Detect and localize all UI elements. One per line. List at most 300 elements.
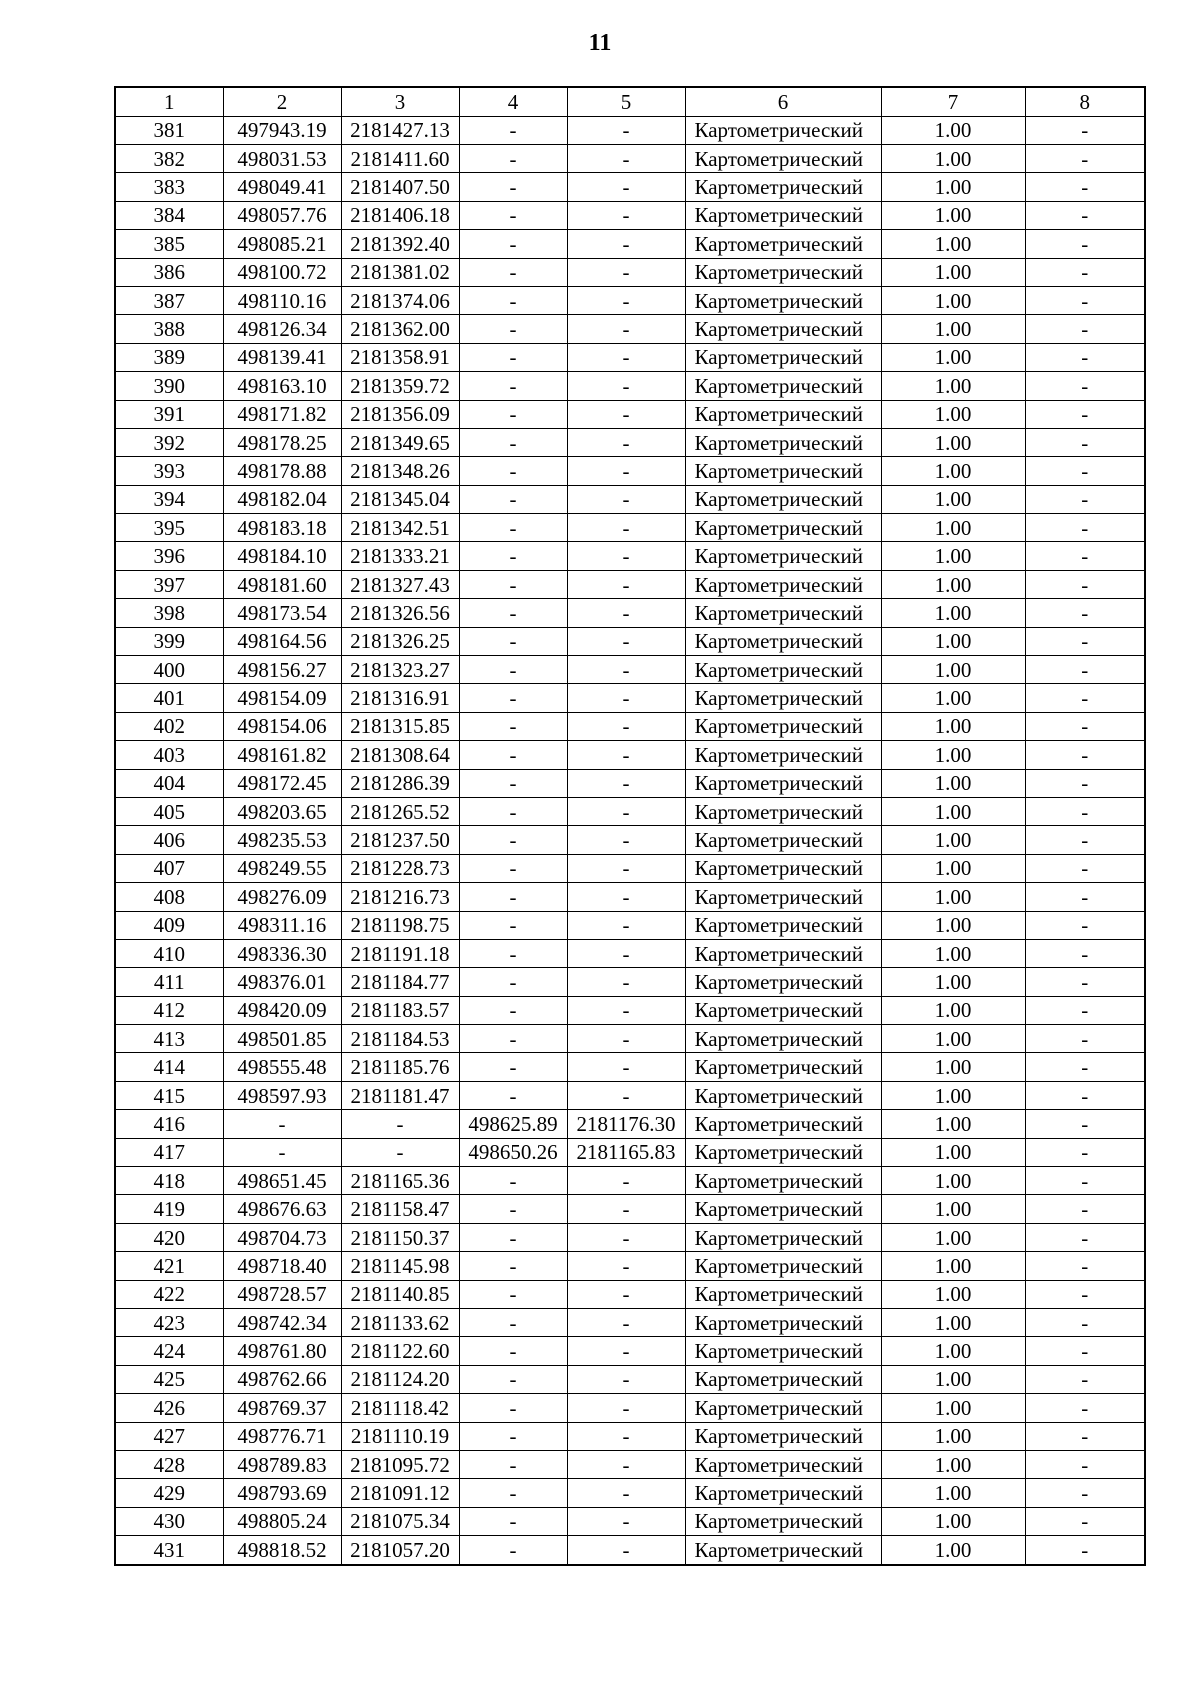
table-cell-col-4: - <box>459 542 567 570</box>
table-cell-col-1: 406 <box>115 826 223 854</box>
table-cell-col-6: Картометрический <box>685 1394 881 1422</box>
table-cell-col-4: - <box>459 1167 567 1195</box>
table-cell-col-1: 410 <box>115 939 223 967</box>
table-row <box>115 428 1145 456</box>
table-cell-col-7: 1.00 <box>881 1081 1025 1109</box>
table-row <box>115 1536 1145 1565</box>
table-cell-col-2: 498181.60 <box>223 570 341 598</box>
table-cell-col-8: - <box>1025 428 1145 456</box>
table-cell-col-8: - <box>1025 1252 1145 1280</box>
table-row <box>115 400 1145 428</box>
table-row <box>115 1167 1145 1195</box>
table-cell-col-1: 430 <box>115 1507 223 1535</box>
table-cell-col-6: Картометрический <box>685 1252 881 1280</box>
table-row <box>115 712 1145 740</box>
table-cell-col-7: 1.00 <box>881 230 1025 258</box>
table-cell-col-3: 2181133.62 <box>341 1309 459 1337</box>
table-cell-col-3: 2181356.09 <box>341 400 459 428</box>
table-cell-col-1: 398 <box>115 599 223 627</box>
table-row <box>115 485 1145 513</box>
table-cell-col-1: 409 <box>115 911 223 939</box>
table-cell-col-6: Картометрический <box>685 201 881 229</box>
table-cell-col-1: 394 <box>115 485 223 513</box>
coordinates-table <box>114 86 1146 1566</box>
column-header-1: 1 <box>115 87 223 116</box>
table-cell-col-1: 381 <box>115 116 223 144</box>
table-row <box>115 1337 1145 1365</box>
table-cell-col-8: - <box>1025 1053 1145 1081</box>
table-cell-col-8: - <box>1025 996 1145 1024</box>
table-cell-col-8: - <box>1025 1536 1145 1565</box>
table-cell-col-3: 2181286.39 <box>341 769 459 797</box>
table-cell-col-8: - <box>1025 883 1145 911</box>
table-row <box>115 1479 1145 1507</box>
table-cell-col-1: 415 <box>115 1081 223 1109</box>
table-cell-col-3: 2181345.04 <box>341 485 459 513</box>
table-cell-col-3: 2181316.91 <box>341 684 459 712</box>
table-cell-col-1: 414 <box>115 1053 223 1081</box>
table-cell-col-3: 2181327.43 <box>341 570 459 598</box>
table-cell-col-5: - <box>567 1309 685 1337</box>
table-cell-col-3: 2181342.51 <box>341 514 459 542</box>
table-cell-col-3: 2181348.26 <box>341 457 459 485</box>
table-cell-col-5: - <box>567 173 685 201</box>
table-cell-col-4: - <box>459 627 567 655</box>
table-cell-col-2: 498597.93 <box>223 1081 341 1109</box>
table-cell-col-6: Картометрический <box>685 457 881 485</box>
table-cell-col-6: Картометрический <box>685 1223 881 1251</box>
table-cell-col-8: - <box>1025 797 1145 825</box>
table-cell-col-5: - <box>567 372 685 400</box>
table-cell-col-5: - <box>567 343 685 371</box>
table-cell-col-8: - <box>1025 372 1145 400</box>
table-cell-col-6: Картометрический <box>685 570 881 598</box>
table-cell-col-7: 1.00 <box>881 286 1025 314</box>
table-cell-col-1: 412 <box>115 996 223 1024</box>
column-header-3: 3 <box>341 87 459 116</box>
table-cell-col-1: 392 <box>115 428 223 456</box>
table-cell-col-3: 2181392.40 <box>341 230 459 258</box>
table-cell-col-7: 1.00 <box>881 201 1025 229</box>
table-cell-col-7: 1.00 <box>881 428 1025 456</box>
table-cell-col-8: - <box>1025 570 1145 598</box>
table-cell-col-6: Картометрический <box>685 1138 881 1166</box>
table-cell-col-4: - <box>459 1025 567 1053</box>
table-cell-col-3: 2181358.91 <box>341 343 459 371</box>
table-cell-col-1: 402 <box>115 712 223 740</box>
table-cell-col-6: Картометрический <box>685 1280 881 1308</box>
table-cell-col-3: 2181362.00 <box>341 315 459 343</box>
table-cell-col-5: - <box>567 826 685 854</box>
table-cell-col-7: 1.00 <box>881 599 1025 627</box>
table-cell-col-5: - <box>567 883 685 911</box>
table-cell-col-3: 2181140.85 <box>341 1280 459 1308</box>
table-row <box>115 1507 1145 1535</box>
table-cell-col-3: 2181359.72 <box>341 372 459 400</box>
table-cell-col-8: - <box>1025 656 1145 684</box>
table-cell-col-1: 405 <box>115 797 223 825</box>
table-cell-col-3: - <box>341 1138 459 1166</box>
table-cell-col-5: - <box>567 939 685 967</box>
table-cell-col-7: 1.00 <box>881 116 1025 144</box>
table-cell-col-2: 498203.65 <box>223 797 341 825</box>
table-cell-col-4: - <box>459 1280 567 1308</box>
table-row <box>115 286 1145 314</box>
table-cell-col-8: - <box>1025 144 1145 172</box>
table-cell-col-7: 1.00 <box>881 854 1025 882</box>
table-cell-col-6: Картометрический <box>685 712 881 740</box>
column-header-6: 6 <box>685 87 881 116</box>
table-cell-col-2: 498154.09 <box>223 684 341 712</box>
table-cell-col-5: - <box>567 1394 685 1422</box>
table-row <box>115 1280 1145 1308</box>
table-cell-col-3: 2181406.18 <box>341 201 459 229</box>
table-cell-col-6: Картометрический <box>685 315 881 343</box>
table-cell-col-5: - <box>567 996 685 1024</box>
table-cell-col-5: - <box>567 542 685 570</box>
table-cell-col-4: - <box>459 428 567 456</box>
table-cell-col-7: 1.00 <box>881 1365 1025 1393</box>
table-cell-col-6: Картометрический <box>685 1422 881 1450</box>
table-cell-col-5: - <box>567 1536 685 1565</box>
table-cell-col-3: 2181198.75 <box>341 911 459 939</box>
table-cell-col-7: 1.00 <box>881 1223 1025 1251</box>
table-cell-col-3: 2181184.77 <box>341 968 459 996</box>
table-row <box>115 1252 1145 1280</box>
table-cell-col-7: 1.00 <box>881 400 1025 428</box>
table-cell-col-1: 427 <box>115 1422 223 1450</box>
table-cell-col-7: 1.00 <box>881 684 1025 712</box>
table-cell-col-4: - <box>459 116 567 144</box>
table-row <box>115 627 1145 655</box>
table-cell-col-5: - <box>567 286 685 314</box>
table-cell-col-6: Картометрический <box>685 741 881 769</box>
table-row <box>115 542 1145 570</box>
table-cell-col-6: Картометрический <box>685 144 881 172</box>
table-cell-col-1: 413 <box>115 1025 223 1053</box>
table-cell-col-1: 408 <box>115 883 223 911</box>
table-cell-col-5: - <box>567 570 685 598</box>
table-cell-col-3: 2181185.76 <box>341 1053 459 1081</box>
table-cell-col-2: 498163.10 <box>223 372 341 400</box>
table-cell-col-4: - <box>459 968 567 996</box>
table-cell-col-5: - <box>567 1479 685 1507</box>
table-cell-col-8: - <box>1025 116 1145 144</box>
table-cell-col-3: 2181165.36 <box>341 1167 459 1195</box>
table-cell-col-1: 396 <box>115 542 223 570</box>
table-cell-col-2: 498704.73 <box>223 1223 341 1251</box>
table-cell-col-7: 1.00 <box>881 1053 1025 1081</box>
table-cell-col-4: 498650.26 <box>459 1138 567 1166</box>
table-cell-col-6: Картометрический <box>685 400 881 428</box>
table-header-row <box>115 87 1145 116</box>
table-cell-col-4: - <box>459 826 567 854</box>
table-row <box>115 1195 1145 1223</box>
table-cell-col-3: 2181216.73 <box>341 883 459 911</box>
table-cell-col-8: - <box>1025 1138 1145 1166</box>
table-cell-col-7: 1.00 <box>881 1536 1025 1565</box>
table-row <box>115 230 1145 258</box>
table-cell-col-1: 426 <box>115 1394 223 1422</box>
table-cell-col-5: - <box>567 514 685 542</box>
table-cell-col-5: - <box>567 485 685 513</box>
table-cell-col-4: - <box>459 911 567 939</box>
table-cell-col-2: 498057.76 <box>223 201 341 229</box>
table-cell-col-8: - <box>1025 1025 1145 1053</box>
table-cell-col-8: - <box>1025 684 1145 712</box>
table-cell-col-4: - <box>459 1053 567 1081</box>
table-cell-col-2: 498761.80 <box>223 1337 341 1365</box>
table-cell-col-4: - <box>459 741 567 769</box>
table-cell-col-3: - <box>341 1110 459 1138</box>
table-cell-col-4: - <box>459 599 567 627</box>
table-cell-col-1: 399 <box>115 627 223 655</box>
table-cell-col-7: 1.00 <box>881 542 1025 570</box>
table-row <box>115 1081 1145 1109</box>
table-cell-col-3: 2181118.42 <box>341 1394 459 1422</box>
table-row <box>115 514 1145 542</box>
table-cell-col-1: 387 <box>115 286 223 314</box>
table-row <box>115 343 1145 371</box>
table-cell-col-3: 2181181.47 <box>341 1081 459 1109</box>
table-row <box>115 1422 1145 1450</box>
table-cell-col-7: 1.00 <box>881 485 1025 513</box>
table-cell-col-1: 416 <box>115 1110 223 1138</box>
table-cell-col-5: - <box>567 400 685 428</box>
table-cell-col-7: 1.00 <box>881 1195 1025 1223</box>
table-cell-col-7: 1.00 <box>881 826 1025 854</box>
table-cell-col-8: - <box>1025 230 1145 258</box>
table-cell-col-2: 498172.45 <box>223 769 341 797</box>
table-row <box>115 1450 1145 1478</box>
table-row <box>115 684 1145 712</box>
table-cell-col-4: - <box>459 1309 567 1337</box>
table-cell-col-6: Картометрический <box>685 656 881 684</box>
table-cell-col-5: - <box>567 1053 685 1081</box>
table-cell-col-5: - <box>567 968 685 996</box>
table-cell-col-3: 2181095.72 <box>341 1450 459 1478</box>
table-cell-col-5: - <box>567 1450 685 1478</box>
table-cell-col-2: 498728.57 <box>223 1280 341 1308</box>
table-cell-col-5: - <box>567 457 685 485</box>
table-cell-col-8: - <box>1025 514 1145 542</box>
table-cell-col-6: Картометрический <box>685 996 881 1024</box>
table-cell-col-1: 428 <box>115 1450 223 1478</box>
table-cell-col-7: 1.00 <box>881 173 1025 201</box>
table-cell-col-6: Картометрический <box>685 343 881 371</box>
table-cell-col-8: - <box>1025 939 1145 967</box>
table-cell-col-1: 401 <box>115 684 223 712</box>
table-cell-col-3: 2181349.65 <box>341 428 459 456</box>
table-row <box>115 826 1145 854</box>
table-cell-col-2: 498311.16 <box>223 911 341 939</box>
table-cell-col-2: 498718.40 <box>223 1252 341 1280</box>
table-cell-col-1: 424 <box>115 1337 223 1365</box>
table-cell-col-6: Картометрический <box>685 258 881 286</box>
table-cell-col-6: Картометрический <box>685 939 881 967</box>
table-cell-col-6: Картометрический <box>685 1536 881 1565</box>
table-cell-col-7: 1.00 <box>881 1252 1025 1280</box>
table-cell-col-5: - <box>567 1081 685 1109</box>
table-cell-col-4: - <box>459 883 567 911</box>
page-number: 11 <box>588 30 612 56</box>
table-cell-col-5: - <box>567 116 685 144</box>
table-cell-col-2: 498501.85 <box>223 1025 341 1053</box>
table-cell-col-2: 498031.53 <box>223 144 341 172</box>
table-cell-col-7: 1.00 <box>881 741 1025 769</box>
table-cell-col-2: 498126.34 <box>223 315 341 343</box>
table-cell-col-1: 431 <box>115 1536 223 1565</box>
table-cell-col-4: - <box>459 343 567 371</box>
table-cell-col-2: 498161.82 <box>223 741 341 769</box>
table-cell-col-6: Картометрический <box>685 1507 881 1535</box>
table-cell-col-8: - <box>1025 1081 1145 1109</box>
table-cell-col-4: - <box>459 1337 567 1365</box>
table-cell-col-8: - <box>1025 315 1145 343</box>
table-cell-col-7: 1.00 <box>881 1450 1025 1478</box>
table-cell-col-5: - <box>567 854 685 882</box>
table-cell-col-3: 2181315.85 <box>341 712 459 740</box>
table-cell-col-1: 417 <box>115 1138 223 1166</box>
table-cell-col-8: - <box>1025 258 1145 286</box>
table-cell-col-5: - <box>567 1025 685 1053</box>
table-cell-col-8: - <box>1025 343 1145 371</box>
table-cell-col-6: Картометрический <box>685 599 881 627</box>
table-cell-col-8: - <box>1025 1337 1145 1365</box>
table-cell-col-3: 2181427.13 <box>341 116 459 144</box>
table-cell-col-7: 1.00 <box>881 1167 1025 1195</box>
table-cell-col-7: 1.00 <box>881 144 1025 172</box>
table-cell-col-1: 385 <box>115 230 223 258</box>
table-cell-col-3: 2181326.25 <box>341 627 459 655</box>
table-cell-col-5: - <box>567 656 685 684</box>
table-row <box>115 1394 1145 1422</box>
table-row <box>115 1110 1145 1138</box>
table-cell-col-4: - <box>459 286 567 314</box>
table-cell-col-1: 384 <box>115 201 223 229</box>
table-cell-col-4: - <box>459 769 567 797</box>
table-cell-col-8: - <box>1025 1223 1145 1251</box>
table-cell-col-8: - <box>1025 1365 1145 1393</box>
table-cell-col-4: - <box>459 1536 567 1565</box>
table-body <box>115 116 1145 1564</box>
table-cell-col-6: Картометрический <box>685 428 881 456</box>
table-row <box>115 1365 1145 1393</box>
table-cell-col-6: Картометрический <box>685 372 881 400</box>
table-cell-col-2: 498171.82 <box>223 400 341 428</box>
table-row <box>115 1309 1145 1337</box>
table-cell-col-2: 498178.88 <box>223 457 341 485</box>
table-cell-col-2: 498049.41 <box>223 173 341 201</box>
table-row <box>115 116 1145 144</box>
table-cell-col-8: - <box>1025 1422 1145 1450</box>
table-cell-col-5: - <box>567 315 685 343</box>
table-cell-col-4: - <box>459 797 567 825</box>
table-cell-col-6: Картометрический <box>685 1337 881 1365</box>
table-cell-col-5: - <box>567 1223 685 1251</box>
table-cell-col-2: 498776.71 <box>223 1422 341 1450</box>
table-row <box>115 1138 1145 1166</box>
table-cell-col-4: - <box>459 1252 567 1280</box>
table-cell-col-8: - <box>1025 911 1145 939</box>
table-cell-col-2: 498139.41 <box>223 343 341 371</box>
table-cell-col-5: - <box>567 627 685 655</box>
table-cell-col-7: 1.00 <box>881 769 1025 797</box>
table-cell-col-3: 2181326.56 <box>341 599 459 627</box>
table-cell-col-1: 388 <box>115 315 223 343</box>
table-cell-col-8: - <box>1025 1394 1145 1422</box>
table-cell-col-4: - <box>459 656 567 684</box>
table-cell-col-4: - <box>459 1394 567 1422</box>
table-cell-col-7: 1.00 <box>881 1422 1025 1450</box>
table-cell-col-2: 498336.30 <box>223 939 341 967</box>
table-cell-col-4: - <box>459 1081 567 1109</box>
table-cell-col-4: - <box>459 854 567 882</box>
table-cell-col-5: 2181165.83 <box>567 1138 685 1166</box>
table-row <box>115 968 1145 996</box>
table-cell-col-2: 498184.10 <box>223 542 341 570</box>
table-cell-col-7: 1.00 <box>881 315 1025 343</box>
table-cell-col-6: Картометрический <box>685 116 881 144</box>
table-cell-col-5: - <box>567 684 685 712</box>
table-cell-col-7: 1.00 <box>881 797 1025 825</box>
table-cell-col-5: - <box>567 230 685 258</box>
table-cell-col-2: 498100.72 <box>223 258 341 286</box>
table-cell-col-6: Картометрический <box>685 1081 881 1109</box>
table-row <box>115 173 1145 201</box>
table-cell-col-5: - <box>567 1195 685 1223</box>
table-cell-col-6: Картометрический <box>685 627 881 655</box>
table-cell-col-2: 498154.06 <box>223 712 341 740</box>
table-cell-col-1: 418 <box>115 1167 223 1195</box>
table-cell-col-3: 2181158.47 <box>341 1195 459 1223</box>
table-cell-col-4: - <box>459 712 567 740</box>
table-cell-col-2: 498762.66 <box>223 1365 341 1393</box>
table-row <box>115 769 1145 797</box>
column-header-5: 5 <box>567 87 685 116</box>
table-cell-col-7: 1.00 <box>881 996 1025 1024</box>
table-cell-col-7: 1.00 <box>881 1394 1025 1422</box>
table-cell-col-3: 2181184.53 <box>341 1025 459 1053</box>
table-cell-col-6: Картометрический <box>685 769 881 797</box>
table-cell-col-5: - <box>567 428 685 456</box>
table-row <box>115 656 1145 684</box>
table-cell-col-8: - <box>1025 599 1145 627</box>
table-cell-col-7: 1.00 <box>881 343 1025 371</box>
table-cell-col-7: 1.00 <box>881 514 1025 542</box>
table-cell-col-2: 498183.18 <box>223 514 341 542</box>
table-cell-col-6: Картометрический <box>685 230 881 258</box>
table-cell-col-3: 2181122.60 <box>341 1337 459 1365</box>
table-cell-col-8: - <box>1025 826 1145 854</box>
column-header-4: 4 <box>459 87 567 116</box>
table-cell-col-3: 2181374.06 <box>341 286 459 314</box>
table-cell-col-2: 498805.24 <box>223 1507 341 1535</box>
table-cell-col-4: - <box>459 1422 567 1450</box>
table-cell-col-4: 498625.89 <box>459 1110 567 1138</box>
table-cell-col-2: 497943.19 <box>223 116 341 144</box>
table-row <box>115 1223 1145 1251</box>
column-header-8: 8 <box>1025 87 1145 116</box>
table-cell-col-2: 498555.48 <box>223 1053 341 1081</box>
table-row <box>115 1053 1145 1081</box>
table-cell-col-1: 390 <box>115 372 223 400</box>
table-cell-col-4: - <box>459 201 567 229</box>
table-cell-col-8: - <box>1025 1507 1145 1535</box>
table-cell-col-2: 498085.21 <box>223 230 341 258</box>
table-cell-col-7: 1.00 <box>881 1138 1025 1166</box>
table-cell-col-3: 2181183.57 <box>341 996 459 1024</box>
